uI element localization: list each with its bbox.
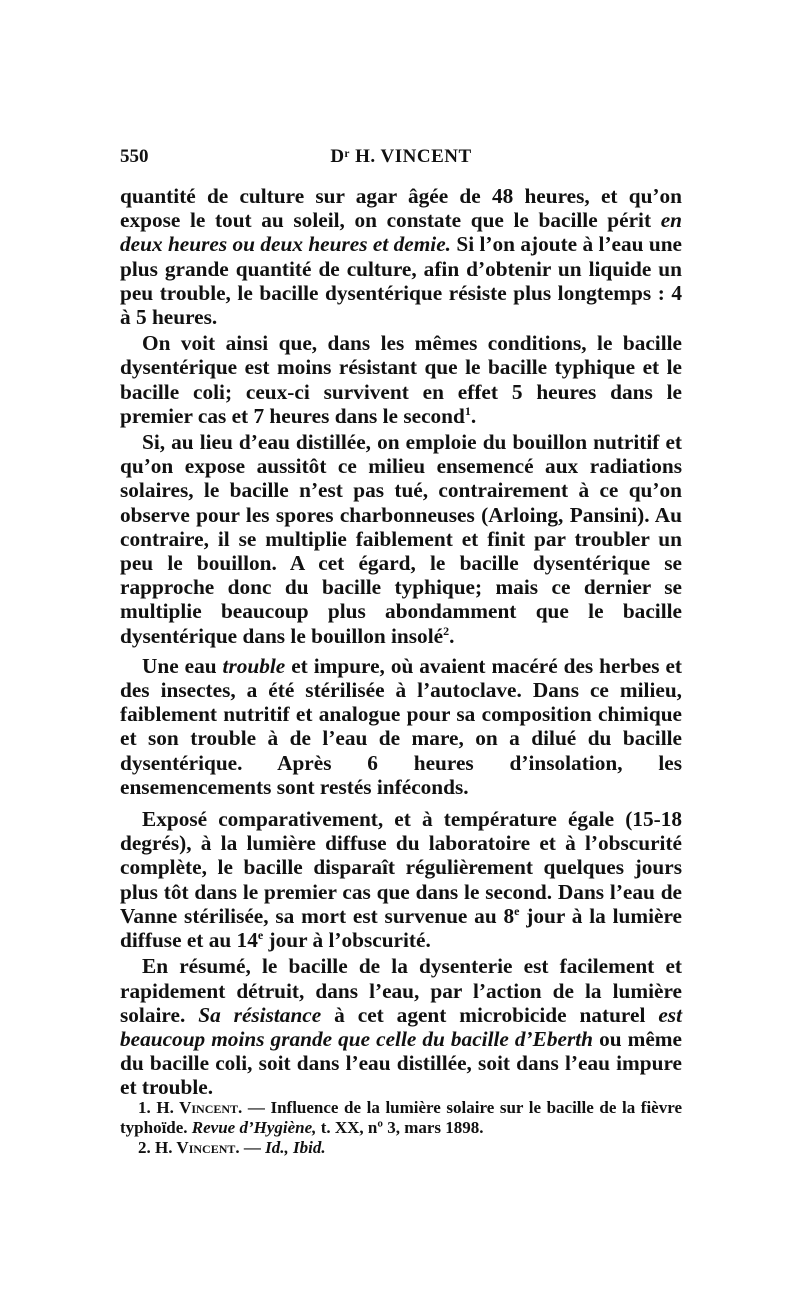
- text-run: .: [449, 623, 455, 648]
- text-run: On voit ainsi que, dans les mêmes conditions, le bacille dysentérique est moins résistant que le bacille typhique et le bacille coli; ceux-ci survivent en effet 5 heures dans le premier cas et 7 heures dans le second: [120, 331, 682, 428]
- text-run: Si, au lieu d’eau distillée, on emploie du bouillon nutritif et qu’on expose aussitôt ce milieu ensemencé aux radiations solaires, le bacille n’est pas tué, contrairement à ce qu’on observe pour les spores charbonneuses (Arloing, Pansini). Au contraire, il se multiplie faiblement et finit par troubler un peu le bouillon. A cet égard, le bacille dysentérique se rapproche donc du bacille typhique; mais ce dernier se multiplie beaucoup plus abondamment que le bacille dysentérique dans le bouillon insolé: [120, 430, 682, 648]
- footnotes: [120, 1098, 682, 1158]
- ordinal-suffix: e: [257, 928, 264, 942]
- footnote-author: H. Vincent.: [156, 1098, 243, 1117]
- footnote-1: [120, 1098, 682, 1138]
- paragraph-3: [120, 430, 682, 648]
- text-run: —: [239, 1138, 266, 1157]
- text-run: — Influence de la lumière solaire sur le bacille de la fièvre typhoïde.: [120, 1098, 682, 1137]
- footnote-ref-1[interactable]: 1: [464, 403, 471, 418]
- text-run: Si l’on ajoute à l’eau une plus grande quantité de culture, afin d’obtenir un liquide un peu trouble, le bacille dysentérique résiste plus longtemps : 4 à 5 heures.: [120, 232, 682, 330]
- text-run: ou même du bacille coli, soit dans l’eau distillée, soit dans l’eau impure et trouble.: [120, 1026, 682, 1100]
- text-run: Exposé comparativement, et à température égale (15-18 degrés), à la lumière diffuse du laboratoire et à l’obscurité complète, le bacille disparaît régulièrement quelques jours plus tôt dans le premier cas que dans le second. Dans l’eau de Vanne stérilisée, sa mort est survenue au 8: [120, 807, 682, 928]
- running-title: Dʳ H. VINCENT: [330, 146, 472, 167]
- paragraph-5: [120, 807, 682, 952]
- journal-title: Revue d’Hygiène,: [191, 1118, 317, 1137]
- text-run: t. XX, nº 3, mars 1898.: [316, 1118, 484, 1137]
- page-number: 550: [120, 146, 149, 167]
- text-run: En résumé, le bacille de la dysenterie est facilement et rapidement détruit, dans l’eau, par l’action de la lumière solaire.: [120, 954, 682, 1027]
- paragraph-2: [120, 331, 682, 428]
- italic-run: Id., Ibid.: [265, 1138, 326, 1157]
- text-run: .: [470, 403, 477, 428]
- italic-run: est beaucoup moins grande que celle du bacille d’Eberth: [120, 1002, 682, 1051]
- ordinal-suffix: e: [514, 903, 520, 918]
- text-run: à cet agent microbicide naturel: [321, 1002, 659, 1027]
- paragraph-1: [120, 184, 682, 329]
- paragraph-4: [120, 654, 682, 799]
- main-text: [120, 184, 682, 1100]
- footnote-author: H. Vincent.: [155, 1138, 240, 1157]
- page-header: [120, 146, 682, 172]
- footnote-number: 2.: [138, 1138, 155, 1157]
- italic-run: trouble: [222, 653, 286, 678]
- text-run: jour à l’obscurité.: [263, 928, 431, 953]
- text-run: jour à la lumière diffuse et au 14: [120, 903, 682, 953]
- footnote-2: [120, 1138, 682, 1158]
- text-run: et impure, où avaient macéré des herbes et des insectes, a été stérilisée à l’autoclave. Dans ce milieu, faiblement nutritif et analogue pour sa composition chimique et son trouble à de l’eau de mare, on a dilué du bacille dysentérique. Après 6 heures d’insolation, les ensemencements sont restés inféconds.: [120, 653, 682, 799]
- italic-run: en deux heures ou deux heures et demie.: [120, 208, 682, 257]
- footnote-number: 1.: [138, 1098, 157, 1117]
- paragraph-6: [120, 954, 682, 1099]
- text-run: Une eau: [142, 653, 223, 678]
- text-run: quantité de culture sur agar âgée de 48 heures, et qu’on expose le tout au soleil, on constate que le bacille périt: [120, 184, 682, 233]
- italic-run: Sa résistance: [198, 1002, 322, 1027]
- footnote-ref-2[interactable]: 2: [443, 623, 450, 638]
